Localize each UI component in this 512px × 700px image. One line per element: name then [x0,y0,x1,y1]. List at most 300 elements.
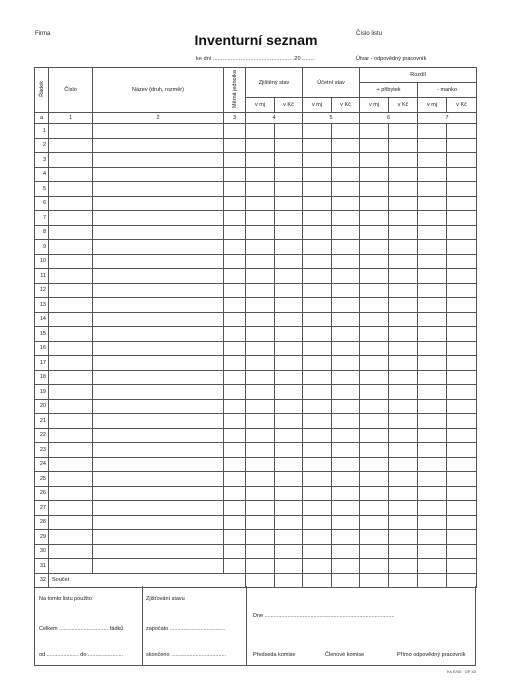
entry-cell[interactable] [303,182,332,197]
entry-cell[interactable] [418,312,447,327]
entry-cell[interactable] [303,225,332,240]
entry-cell[interactable] [332,472,360,487]
entry-cell[interactable] [49,414,93,429]
entry-cell[interactable] [389,530,418,545]
entry-cell[interactable] [303,196,332,211]
entry-cell[interactable] [246,486,275,501]
entry-cell[interactable] [360,327,389,342]
entry-cell[interactable] [418,530,447,545]
entry-cell[interactable] [303,138,332,153]
entry-cell[interactable] [275,428,303,443]
entry-cell[interactable] [275,370,303,385]
entry-cell[interactable] [49,472,93,487]
entry-cell[interactable] [275,530,303,545]
entry-cell[interactable] [332,356,360,371]
entry-cell[interactable] [246,240,275,255]
entry-cell[interactable] [389,559,418,574]
entry-cell[interactable] [303,530,332,545]
entry-cell[interactable] [303,298,332,313]
entry-cell[interactable] [246,559,275,574]
entry-cell[interactable] [49,515,93,530]
entry-cell[interactable] [447,312,477,327]
entry-cell[interactable] [246,312,275,327]
entry-cell[interactable] [332,283,360,298]
entry-cell[interactable] [303,428,332,443]
entry-cell[interactable] [49,501,93,516]
entry-cell[interactable] [303,269,332,284]
entry-cell[interactable] [49,341,93,356]
entry-cell[interactable] [360,428,389,443]
entry-cell[interactable] [275,327,303,342]
entry-cell[interactable] [332,153,360,168]
entry-cell[interactable] [418,254,447,269]
entry-cell[interactable] [275,167,303,182]
entry-cell[interactable] [389,515,418,530]
entry-cell[interactable] [418,138,447,153]
entry-cell[interactable] [275,211,303,226]
entry-cell[interactable] [303,327,332,342]
entry-cell[interactable] [332,298,360,313]
entry-cell[interactable] [332,544,360,559]
entry-cell[interactable] [418,153,447,168]
entry-cell[interactable] [360,443,389,458]
entry-cell[interactable] [389,341,418,356]
entry-cell[interactable] [418,298,447,313]
entry-cell[interactable] [360,211,389,226]
entry-cell[interactable] [93,356,224,371]
entry-cell[interactable] [303,370,332,385]
entry-cell[interactable] [49,240,93,255]
entry-cell[interactable] [93,312,224,327]
entry-cell[interactable] [389,225,418,240]
entry-cell[interactable] [389,312,418,327]
entry-cell[interactable] [332,138,360,153]
entry-cell[interactable] [447,472,477,487]
entry-cell[interactable] [275,486,303,501]
entry-cell[interactable] [224,167,246,182]
entry-cell[interactable] [224,225,246,240]
entry-cell[interactable] [275,356,303,371]
entry-cell[interactable] [275,341,303,356]
entry-cell[interactable] [224,182,246,197]
entry-cell[interactable] [93,443,224,458]
entry-cell[interactable] [93,196,224,211]
entry-cell[interactable] [275,298,303,313]
entry-cell[interactable] [224,399,246,414]
entry-cell[interactable] [224,283,246,298]
entry-cell[interactable] [332,211,360,226]
entry-cell[interactable] [49,530,93,545]
entry-cell[interactable] [275,559,303,574]
entry-cell[interactable] [49,269,93,284]
entry-cell[interactable] [447,124,477,139]
entry-cell[interactable] [447,443,477,458]
entry-cell[interactable] [447,283,477,298]
entry-cell[interactable] [447,515,477,530]
entry-cell[interactable] [360,370,389,385]
entry-cell[interactable] [246,399,275,414]
entry-cell[interactable] [332,457,360,472]
entry-cell[interactable] [360,414,389,429]
entry-cell[interactable] [93,385,224,400]
entry-cell[interactable] [418,341,447,356]
entry-cell[interactable] [360,501,389,516]
entry-cell[interactable] [93,327,224,342]
entry-cell[interactable] [49,124,93,139]
entry-cell[interactable] [224,298,246,313]
entry-cell[interactable] [447,182,477,197]
entry-cell[interactable] [49,225,93,240]
entry-cell[interactable] [224,312,246,327]
entry-cell[interactable] [49,559,93,574]
entry-cell[interactable] [447,196,477,211]
entry-cell[interactable] [447,254,477,269]
entry-cell[interactable] [389,457,418,472]
entry-cell[interactable] [93,399,224,414]
entry-cell[interactable] [332,385,360,400]
entry-cell[interactable] [246,269,275,284]
entry-cell[interactable] [332,196,360,211]
entry-cell[interactable] [224,196,246,211]
entry-cell[interactable] [224,472,246,487]
entry-cell[interactable] [49,327,93,342]
entry-cell[interactable] [93,515,224,530]
entry-cell[interactable] [332,443,360,458]
entry-cell[interactable] [224,138,246,153]
entry-cell[interactable] [418,356,447,371]
entry-cell[interactable] [303,457,332,472]
entry-cell[interactable] [49,254,93,269]
entry-cell[interactable] [360,356,389,371]
entry-cell[interactable] [49,370,93,385]
entry-cell[interactable] [93,544,224,559]
entry-cell[interactable] [246,196,275,211]
entry-cell[interactable] [447,153,477,168]
entry-cell[interactable] [93,153,224,168]
entry-cell[interactable] [275,124,303,139]
entry-cell[interactable] [275,515,303,530]
entry-cell[interactable] [246,211,275,226]
entry-cell[interactable] [447,356,477,371]
entry-cell[interactable] [332,399,360,414]
entry-cell[interactable] [418,515,447,530]
entry-cell[interactable] [447,399,477,414]
entry-cell[interactable] [389,356,418,371]
entry-cell[interactable] [360,486,389,501]
entry-cell[interactable] [224,501,246,516]
entry-cell[interactable] [389,138,418,153]
entry-cell[interactable] [246,414,275,429]
entry-cell[interactable] [389,327,418,342]
entry-cell[interactable] [418,501,447,516]
entry-cell[interactable] [447,530,477,545]
entry-cell[interactable] [275,399,303,414]
entry-cell[interactable] [224,428,246,443]
entry-cell[interactable] [224,530,246,545]
entry-cell[interactable] [418,544,447,559]
entry-cell[interactable] [275,312,303,327]
entry-cell[interactable] [224,254,246,269]
entry-cell[interactable] [49,544,93,559]
entry-cell[interactable] [224,544,246,559]
entry-cell[interactable] [332,515,360,530]
entry-cell[interactable] [224,515,246,530]
entry-cell[interactable] [418,283,447,298]
entry-cell[interactable] [303,124,332,139]
entry-cell[interactable] [224,356,246,371]
entry-cell[interactable] [275,283,303,298]
entry-cell[interactable] [275,457,303,472]
entry-cell[interactable] [447,414,477,429]
entry-cell[interactable] [246,138,275,153]
entry-cell[interactable] [246,341,275,356]
entry-cell[interactable] [447,341,477,356]
entry-cell[interactable] [303,283,332,298]
entry-cell[interactable] [332,225,360,240]
entry-cell[interactable] [93,341,224,356]
entry-cell[interactable] [275,472,303,487]
entry-cell[interactable] [360,341,389,356]
entry-cell[interactable] [275,443,303,458]
entry-cell[interactable] [246,457,275,472]
entry-cell[interactable] [360,472,389,487]
entry-cell[interactable] [332,530,360,545]
entry-cell[interactable] [389,544,418,559]
entry-cell[interactable] [93,472,224,487]
entry-cell[interactable] [93,240,224,255]
entry-cell[interactable] [418,167,447,182]
entry-cell[interactable] [246,254,275,269]
entry-cell[interactable] [246,356,275,371]
entry-cell[interactable] [303,472,332,487]
entry-cell[interactable] [418,385,447,400]
entry-cell[interactable] [447,544,477,559]
entry-cell[interactable] [303,153,332,168]
entry-cell[interactable] [224,370,246,385]
entry-cell[interactable] [93,298,224,313]
entry-cell[interactable] [418,443,447,458]
entry-cell[interactable] [246,124,275,139]
entry-cell[interactable] [418,414,447,429]
entry-cell[interactable] [389,269,418,284]
entry-cell[interactable] [246,283,275,298]
entry-cell[interactable] [447,138,477,153]
entry-cell[interactable] [447,559,477,574]
entry-cell[interactable] [93,225,224,240]
entry-cell[interactable] [49,153,93,168]
entry-cell[interactable] [49,486,93,501]
entry-cell[interactable] [224,559,246,574]
entry-cell[interactable] [447,225,477,240]
entry-cell[interactable] [93,269,224,284]
entry-cell[interactable] [93,370,224,385]
entry-cell[interactable] [389,240,418,255]
entry-cell[interactable] [418,399,447,414]
entry-cell[interactable] [246,153,275,168]
entry-cell[interactable] [49,443,93,458]
entry-cell[interactable] [360,515,389,530]
entry-cell[interactable] [224,327,246,342]
entry-cell[interactable] [360,530,389,545]
entry-cell[interactable] [389,486,418,501]
entry-cell[interactable] [332,254,360,269]
entry-cell[interactable] [49,457,93,472]
entry-cell[interactable] [447,501,477,516]
entry-cell[interactable] [93,182,224,197]
entry-cell[interactable] [246,327,275,342]
entry-cell[interactable] [224,124,246,139]
entry-cell[interactable] [49,182,93,197]
entry-cell[interactable] [389,501,418,516]
entry-cell[interactable] [93,501,224,516]
entry-cell[interactable] [49,428,93,443]
entry-cell[interactable] [93,124,224,139]
entry-cell[interactable] [224,211,246,226]
entry-cell[interactable] [332,327,360,342]
entry-cell[interactable] [418,327,447,342]
entry-cell[interactable] [360,544,389,559]
entry-cell[interactable] [389,443,418,458]
entry-cell[interactable] [246,428,275,443]
entry-cell[interactable] [360,399,389,414]
entry-cell[interactable] [447,457,477,472]
entry-cell[interactable] [332,486,360,501]
entry-cell[interactable] [49,283,93,298]
entry-cell[interactable] [303,443,332,458]
entry-cell[interactable] [418,124,447,139]
entry-cell[interactable] [418,225,447,240]
entry-cell[interactable] [224,414,246,429]
entry-cell[interactable] [303,486,332,501]
entry-cell[interactable] [246,530,275,545]
entry-cell[interactable] [360,153,389,168]
entry-cell[interactable] [360,138,389,153]
entry-cell[interactable] [389,283,418,298]
entry-cell[interactable] [447,298,477,313]
entry-cell[interactable] [303,414,332,429]
entry-cell[interactable] [360,182,389,197]
entry-cell[interactable] [224,240,246,255]
entry-cell[interactable] [246,182,275,197]
entry-cell[interactable] [389,167,418,182]
entry-cell[interactable] [246,472,275,487]
entry-cell[interactable] [49,167,93,182]
entry-cell[interactable] [447,269,477,284]
entry-cell[interactable] [246,370,275,385]
entry-cell[interactable] [389,414,418,429]
entry-cell[interactable] [93,428,224,443]
entry-cell[interactable] [49,312,93,327]
entry-cell[interactable] [303,501,332,516]
entry-cell[interactable] [246,298,275,313]
entry-cell[interactable] [360,254,389,269]
entry-cell[interactable] [360,196,389,211]
entry-cell[interactable] [303,515,332,530]
entry-cell[interactable] [418,559,447,574]
entry-cell[interactable] [275,138,303,153]
entry-cell[interactable] [332,312,360,327]
entry-cell[interactable] [332,370,360,385]
entry-cell[interactable] [360,167,389,182]
entry-cell[interactable] [275,414,303,429]
entry-cell[interactable] [332,341,360,356]
entry-cell[interactable] [389,153,418,168]
entry-cell[interactable] [360,225,389,240]
entry-cell[interactable] [418,472,447,487]
entry-cell[interactable] [418,457,447,472]
entry-cell[interactable] [360,385,389,400]
entry-cell[interactable] [418,486,447,501]
entry-cell[interactable] [303,341,332,356]
entry-cell[interactable] [447,428,477,443]
entry-cell[interactable] [418,370,447,385]
entry-cell[interactable] [332,501,360,516]
entry-cell[interactable] [224,385,246,400]
entry-cell[interactable] [93,211,224,226]
entry-cell[interactable] [332,167,360,182]
entry-cell[interactable] [360,312,389,327]
entry-cell[interactable] [332,269,360,284]
entry-cell[interactable] [447,240,477,255]
entry-cell[interactable] [49,356,93,371]
entry-cell[interactable] [246,501,275,516]
entry-cell[interactable] [93,530,224,545]
entry-cell[interactable] [49,211,93,226]
entry-cell[interactable] [389,298,418,313]
entry-cell[interactable] [93,167,224,182]
entry-cell[interactable] [246,167,275,182]
entry-cell[interactable] [418,196,447,211]
entry-cell[interactable] [360,283,389,298]
entry-cell[interactable] [418,211,447,226]
entry-cell[interactable] [303,559,332,574]
entry-cell[interactable] [246,443,275,458]
entry-cell[interactable] [389,399,418,414]
entry-cell[interactable] [93,457,224,472]
entry-cell[interactable] [389,370,418,385]
entry-cell[interactable] [447,385,477,400]
entry-cell[interactable] [360,124,389,139]
entry-cell[interactable] [303,356,332,371]
entry-cell[interactable] [332,182,360,197]
entry-cell[interactable] [275,254,303,269]
entry-cell[interactable] [49,196,93,211]
entry-cell[interactable] [418,428,447,443]
entry-cell[interactable] [275,182,303,197]
entry-cell[interactable] [418,269,447,284]
entry-cell[interactable] [389,196,418,211]
entry-cell[interactable] [389,254,418,269]
entry-cell[interactable] [389,428,418,443]
entry-cell[interactable] [93,138,224,153]
entry-cell[interactable] [447,327,477,342]
entry-cell[interactable] [418,240,447,255]
entry-cell[interactable] [93,283,224,298]
entry-cell[interactable] [447,211,477,226]
entry-cell[interactable] [303,312,332,327]
entry-cell[interactable] [224,457,246,472]
entry-cell[interactable] [303,399,332,414]
entry-cell[interactable] [389,472,418,487]
entry-cell[interactable] [332,240,360,255]
entry-cell[interactable] [303,544,332,559]
entry-cell[interactable] [246,225,275,240]
entry-cell[interactable] [360,240,389,255]
entry-cell[interactable] [49,138,93,153]
entry-cell[interactable] [447,486,477,501]
entry-cell[interactable] [224,443,246,458]
entry-cell[interactable] [246,385,275,400]
